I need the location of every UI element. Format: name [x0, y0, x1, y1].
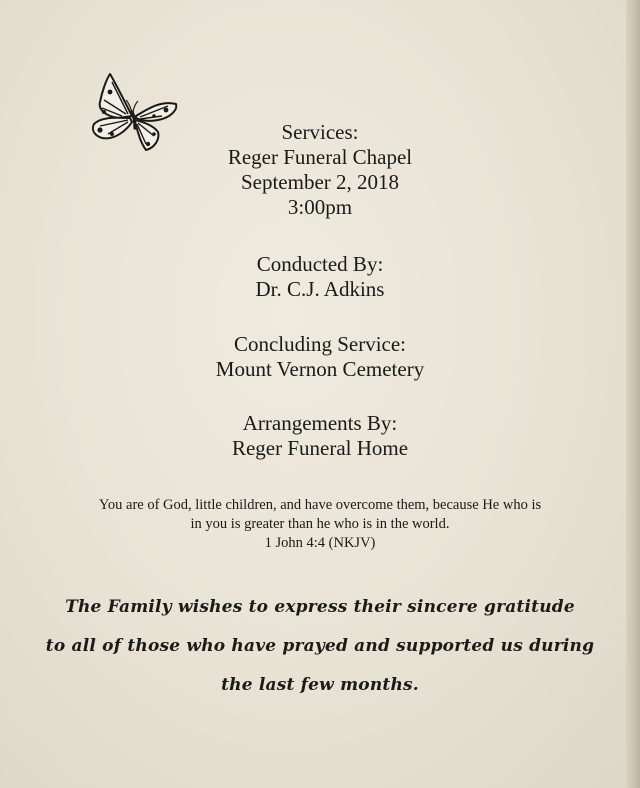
services-heading: Services: — [281, 120, 359, 144]
concluding-place: Mount Vernon Cemetery — [215, 357, 425, 381]
arrangements-name: Reger Funeral Home — [231, 436, 409, 460]
arrangements-heading: Arrangements By: — [242, 411, 398, 435]
gratitude-section — [0, 588, 640, 705]
gratitude-line-3: the last few months. — [221, 675, 419, 695]
arrangements-section — [0, 411, 640, 461]
gratitude-line-2: to all of those who have prayed and supported us during — [45, 636, 595, 656]
services-time: 3:00pm — [287, 195, 353, 219]
services-section — [0, 120, 640, 220]
concluding-section — [0, 332, 640, 382]
verse-section — [0, 496, 640, 553]
services-venue: Reger Funeral Chapel — [227, 145, 413, 169]
gratitude-line-1: The Family wishes to express their sincere gratitude — [65, 597, 575, 617]
conducted-name: Dr. C.J. Adkins — [255, 277, 385, 301]
conducted-heading: Conducted By: — [256, 252, 384, 276]
concluding-heading: Concluding Service: — [233, 332, 407, 356]
verse-reference: 1 John 4:4 (NKJV) — [264, 535, 376, 551]
verse-line-1: You are of God, little children, and have overcome them, because He who is — [98, 497, 542, 513]
conducted-section — [0, 252, 640, 302]
services-date: September 2, 2018 — [240, 170, 400, 194]
verse-line-2: in you is greater than he who is in the world. — [190, 516, 450, 532]
